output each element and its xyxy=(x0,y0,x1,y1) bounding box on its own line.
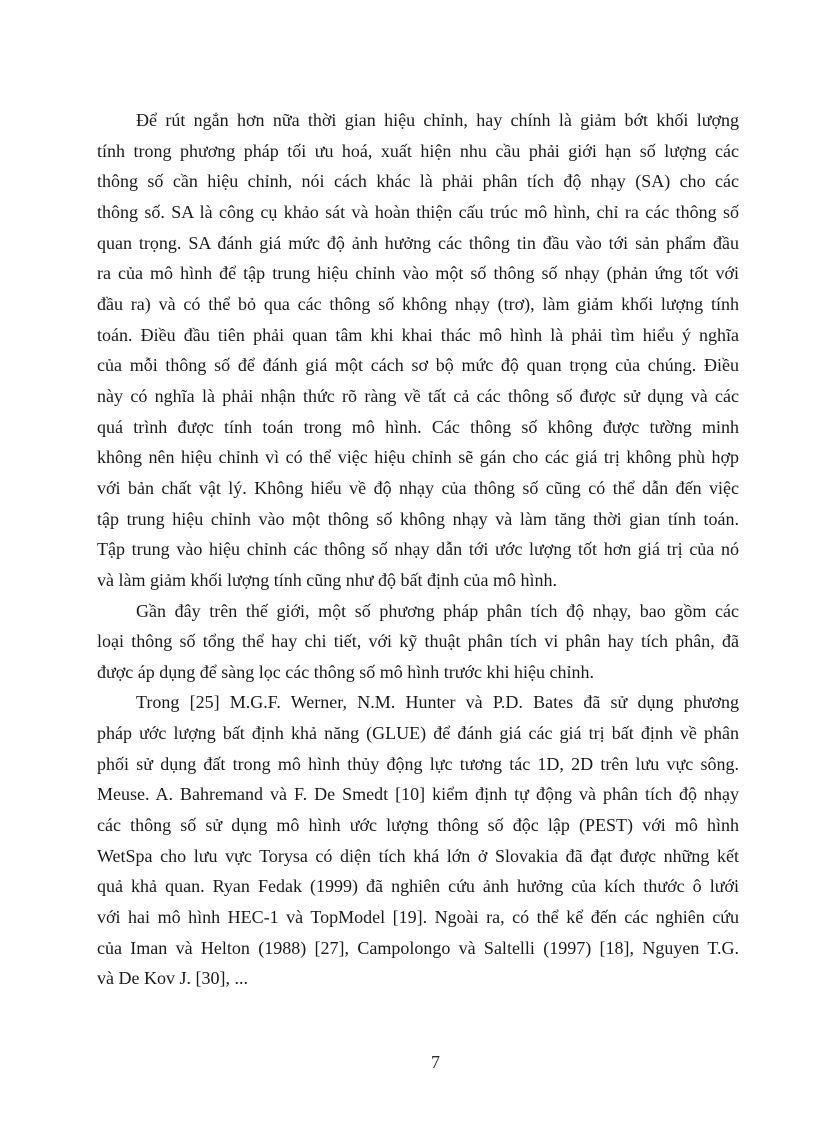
text-line: thông số. SA là công cụ khảo sát và hoàn thiện cấu trúc mô hình, chỉ ra các thông số xyxy=(97,201,739,222)
text-line: WetSpa cho lưu vực Torysa có diện tích khá lớn ở Slovakia đã đạt được những kết xyxy=(97,845,739,866)
text-line: ra của mô hình để tập trung hiệu chỉnh vào một số thông số nhạy (phản ứng tốt với xyxy=(97,263,739,284)
text-line: các thông số sử dụng mô hình ước lượng thông số độc lập (PEST) với mô hình xyxy=(97,815,739,836)
text-line: Tập trung vào hiệu chỉnh các thông số nhạy dẫn tới ước lượng tốt hơn giá trị của nó xyxy=(97,539,739,560)
text-line: quan trọng. SA đánh giá mức độ ảnh hưởng các thông tin đầu vào tới sản phẩm đầu xyxy=(97,232,739,253)
text-line: và De Kov J. [30], ... xyxy=(97,968,248,989)
text-line: quá trình được tính toán trong mô hình. Các thông số không được tường minh xyxy=(97,416,739,437)
text-line: với bản chất vật lý. Không hiểu về độ nhạy của thông số cũng có thể dẫn đến việc xyxy=(97,477,739,498)
text-line: được áp dụng để sàng lọc các thông số mô hình trước khi hiệu chỉnh. xyxy=(97,661,594,682)
text-line: của mỗi thông số để đánh giá một cách sơ bộ mức độ quan trọng của chúng. Điều xyxy=(97,355,739,376)
text-line: thông số cần hiệu chỉnh, nói cách khác là phải phân tích độ nhạy (SA) cho các xyxy=(97,171,739,192)
document-body xyxy=(97,105,739,994)
text-line: đầu ra) và có thể bỏ qua các thông số không nhạy (trơ), làm giảm khối lượng tính xyxy=(97,293,739,314)
text-line: của Iman và Helton (1988) [27], Campolongo và Saltelli (1997) [18], Nguyen T.G. xyxy=(97,937,739,958)
text-line: phối sử dụng đất trong mô hình thủy động lực tương tác 1D, 2D trên lưu vực sông. xyxy=(97,753,739,774)
page-number: 7 xyxy=(431,1052,440,1072)
text-line: pháp ước lượng bất định khả năng (GLUE) để đánh giá các giá trị bất định về phân xyxy=(97,723,739,744)
text-line: Gần đây trên thế giới, một số phương pháp phân tích độ nhạy, bao gồm các xyxy=(136,600,739,621)
text-line: toán. Điều đầu tiên phải quan tâm khi khai thác mô hình là phải tìm hiểu ý nghĩa xyxy=(97,324,739,345)
text-line: tính trong phương pháp tối ưu hoá, xuất hiện nhu cầu phải giới hạn số lượng các xyxy=(97,140,739,161)
paragraph xyxy=(97,596,739,688)
text-line: Meuse. A. Bahremand và F. De Smedt [10] kiểm định tự động và phân tích độ nhạy xyxy=(97,784,739,805)
text-line: này có nghĩa là phải nhận thức rõ ràng về tất cả các thông số được sử dụng và các xyxy=(97,385,739,406)
text-line: Để rút ngắn hơn nữa thời gian hiệu chỉnh, hay chính là giảm bớt khối lượng xyxy=(136,110,739,130)
paragraph xyxy=(97,105,739,596)
text-line: tập trung hiệu chỉnh vào một thông số không nhạy và làm tăng thời gian tính toán. xyxy=(97,508,739,529)
text-line: loại thông số tổng thể hay chi tiết, với kỹ thuật phân tích vi phân hay tích phân, đã xyxy=(97,631,739,652)
paragraph xyxy=(97,687,739,994)
text-line: và làm giảm khối lượng tính cũng như độ bất định của mô hình. xyxy=(97,569,557,590)
text-line: không nên hiệu chỉnh vì có thể việc hiệu chỉnh sẽ gán cho các giá trị không phù hợp xyxy=(97,447,739,468)
text-line: với hai mô hình HEC-1 và TopModel [19]. Ngoài ra, có thể kể đến các nghiên cứu xyxy=(97,907,739,928)
text-line: Trong [25] M.G.F. Werner, N.M. Hunter và P.D. Bates đã sử dụng phương xyxy=(136,692,739,713)
text-line: quả khả quan. Ryan Fedak (1999) đã nghiên cứu ảnh hưởng của kích thước ô lưới xyxy=(97,876,739,897)
